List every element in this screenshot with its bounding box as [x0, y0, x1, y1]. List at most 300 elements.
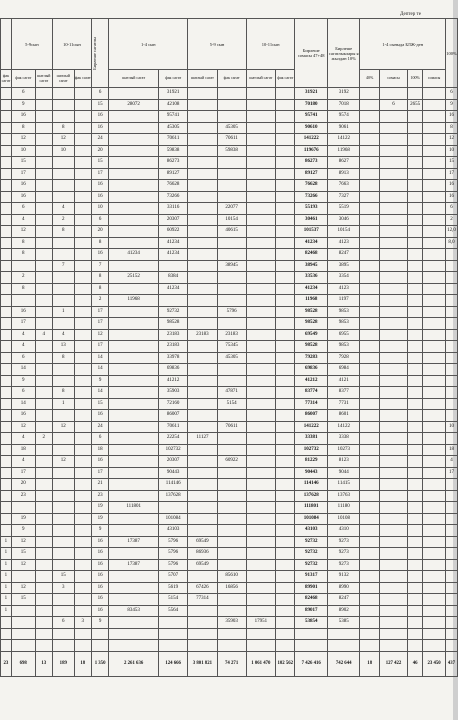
table-cell [360, 203, 379, 215]
table-cell: 3 [74, 617, 91, 629]
table-cell: 5154 [217, 398, 246, 410]
table-cell [74, 490, 91, 502]
table-cell [74, 237, 91, 249]
table-cell [52, 180, 74, 192]
table-cell [52, 525, 74, 537]
table-cell: 7928 [327, 352, 359, 364]
table-cell [408, 525, 423, 537]
table-cell: 7 [52, 260, 74, 272]
table-cell: 35903 [217, 617, 246, 629]
table-cell: 47871 [217, 387, 246, 399]
table-cell [35, 168, 52, 180]
table-cell: 9 [91, 375, 108, 387]
table-cell [109, 122, 159, 134]
table-cell: 4123 [327, 237, 359, 249]
table-cell [11, 640, 35, 652]
table-cell [188, 157, 217, 169]
table-cell: 12 [11, 134, 35, 146]
table-cell [217, 99, 246, 111]
table-cell: 14122 [327, 134, 359, 146]
table-cell [423, 249, 446, 261]
table-cell [74, 467, 91, 479]
table-cell [74, 329, 91, 341]
total-cell: 23 450 [423, 651, 446, 676]
table-cell [275, 617, 295, 629]
table-cell: 41234 [159, 249, 188, 261]
table-cell [246, 341, 275, 353]
table-cell [423, 536, 446, 548]
table-cell [360, 571, 379, 583]
table-cell [109, 306, 159, 318]
table-cell [246, 571, 275, 583]
table-cell [246, 410, 275, 422]
table-cell [1, 272, 12, 284]
table-cell: 4121 [327, 375, 359, 387]
table-cell [275, 226, 295, 238]
table-cell: 89127 [295, 168, 327, 180]
table-cell [217, 272, 246, 284]
table-cell [275, 134, 295, 146]
table-cell [1, 145, 12, 157]
table-cell [35, 318, 52, 330]
table-cell [423, 548, 446, 560]
table-cell [52, 605, 74, 617]
table-cell [109, 191, 159, 203]
table-cell [74, 203, 91, 215]
table-cell [445, 513, 457, 525]
table-cell [275, 525, 295, 537]
table-row [1, 214, 458, 226]
total-cell: 437 [445, 651, 457, 676]
table-cell [423, 283, 446, 295]
table-cell [379, 594, 407, 606]
table-cell: 8601 [327, 410, 359, 422]
table-cell [188, 341, 217, 353]
table-cell [1, 318, 12, 330]
table-cell: 8377 [327, 387, 359, 399]
table-cell [275, 318, 295, 330]
table-cell: 137628 [159, 490, 188, 502]
table-cell [423, 594, 446, 606]
table-cell [360, 295, 379, 307]
table-row [1, 387, 458, 399]
table-cell [1, 456, 12, 468]
table-cell [423, 191, 446, 203]
table-cell [35, 226, 52, 238]
table-cell [360, 191, 379, 203]
table-cell [360, 180, 379, 192]
table-cell: 91317 [295, 571, 327, 583]
table-cell [360, 375, 379, 387]
table-cell [246, 490, 275, 502]
header-combined-47-48: Бирлеше сомасы 47+48 [295, 19, 327, 88]
table-cell: 38945 [295, 260, 327, 272]
table-cell: 6 [52, 617, 74, 629]
table-cell [74, 226, 91, 238]
table-cell [52, 375, 74, 387]
table-cell: 89017 [295, 605, 327, 617]
table-cell [360, 433, 379, 445]
table-cell [423, 421, 446, 433]
table-cell [1, 375, 12, 387]
table-cell: 24 [91, 134, 108, 146]
table-cell [217, 605, 246, 617]
table-cell [188, 479, 217, 491]
table-cell [423, 605, 446, 617]
subheader: фак сагат [275, 70, 295, 88]
table-cell [246, 640, 275, 652]
table-cell [275, 375, 295, 387]
table-cell [1, 433, 12, 445]
total-cell: 23 [1, 651, 12, 676]
table-row [1, 502, 458, 514]
table-cell [379, 111, 407, 123]
table-cell [35, 214, 52, 226]
table-cell [408, 571, 423, 583]
table-cell [1, 99, 12, 111]
table-cell [188, 295, 217, 307]
table-cell: 101084 [295, 513, 327, 525]
table-cell [74, 502, 91, 514]
table-cell [445, 617, 457, 629]
table-cell: 98528 [295, 318, 327, 330]
table-cell [246, 525, 275, 537]
table-cell [379, 88, 407, 100]
table-cell [445, 318, 457, 330]
table-row [1, 456, 458, 468]
table-cell [445, 272, 457, 284]
table-cell [109, 214, 159, 226]
table-cell [109, 318, 159, 330]
table-cell [52, 364, 74, 376]
table-cell [217, 168, 246, 180]
table-cell [188, 502, 217, 514]
table-cell: 45305 [159, 122, 188, 134]
table-cell: 16 [11, 180, 35, 192]
table-cell [423, 226, 446, 238]
table-cell: 14 [11, 364, 35, 376]
table-cell [217, 640, 246, 652]
table-cell [445, 410, 457, 422]
table-cell [217, 536, 246, 548]
table-cell: 4310 [327, 525, 359, 537]
table-cell [74, 88, 91, 100]
table-cell [275, 536, 295, 548]
table-row [1, 249, 458, 261]
table-cell [74, 272, 91, 284]
table-cell: 98528 [295, 341, 327, 353]
table-row [1, 226, 458, 238]
table-cell [217, 433, 246, 445]
table-cell [35, 272, 52, 284]
table-cell [1, 513, 12, 525]
table-cell [408, 548, 423, 560]
table-cell [188, 260, 217, 272]
table-cell: 5619 [159, 582, 188, 594]
table-cell [109, 398, 159, 410]
table-cell: 9 [91, 525, 108, 537]
table-cell [109, 594, 159, 606]
table-cell: 6984 [327, 364, 359, 376]
table-cell: 11415 [327, 479, 359, 491]
table-cell [246, 548, 275, 560]
table-row [1, 168, 458, 180]
table-cell [109, 617, 159, 629]
table-cell: 7663 [327, 180, 359, 192]
table-row [1, 467, 458, 479]
table-cell [109, 571, 159, 583]
table-row [1, 582, 458, 594]
table-cell [1, 640, 12, 652]
table-cell [246, 168, 275, 180]
table-cell: 22077 [217, 203, 246, 215]
table-cell [35, 352, 52, 364]
table-cell [423, 364, 446, 376]
table-cell [379, 548, 407, 560]
table-cell [52, 88, 74, 100]
table-cell [275, 398, 295, 410]
table-cell [423, 214, 446, 226]
table-cell [423, 398, 446, 410]
table-cell: 1 [1, 594, 12, 606]
table-cell [35, 617, 52, 629]
table-cell: 16 [91, 410, 108, 422]
table-cell: 9 [11, 525, 35, 537]
table-cell [445, 525, 457, 537]
table-cell [246, 387, 275, 399]
subheader: шатлый сагат [35, 70, 52, 88]
table-cell [360, 536, 379, 548]
table-cell [360, 594, 379, 606]
table-cell [159, 640, 188, 652]
table-cell [408, 456, 423, 468]
table-cell [275, 456, 295, 468]
table-cell: 4 [11, 456, 35, 468]
subheader: сомасы [379, 70, 407, 88]
table-cell [408, 341, 423, 353]
table-cell: 38945 [217, 260, 246, 272]
table-cell [1, 134, 12, 146]
table-cell: 8 [52, 352, 74, 364]
blank-row [1, 640, 458, 652]
table-cell: 77314 [295, 398, 327, 410]
header-row-2 [1, 70, 458, 88]
table-cell: 16 [91, 122, 108, 134]
table-cell: 70611 [159, 134, 188, 146]
table-cell [408, 364, 423, 376]
table-cell [188, 88, 217, 100]
table-cell [379, 214, 407, 226]
table-cell: 4 [445, 456, 457, 468]
table-cell: 90443 [159, 467, 188, 479]
table-cell [109, 375, 159, 387]
table-row [1, 318, 458, 330]
table-cell: 8 [11, 249, 35, 261]
table-cell: 14 [91, 364, 108, 376]
table-cell [408, 502, 423, 514]
table-cell [217, 283, 246, 295]
table-cell [408, 260, 423, 272]
table-cell [188, 605, 217, 617]
table-cell [408, 444, 423, 456]
table-cell [275, 513, 295, 525]
table-cell [246, 582, 275, 594]
table-cell [35, 467, 52, 479]
table-cell: 77314 [188, 594, 217, 606]
page-top-strip [0, 0, 453, 18]
table-cell: 98528 [159, 318, 188, 330]
total-cell: 18 [74, 651, 91, 676]
table-cell [275, 594, 295, 606]
table-row [1, 375, 458, 387]
table-cell [423, 145, 446, 157]
table-cell [188, 283, 217, 295]
table-cell: 11968 [327, 145, 359, 157]
table-cell [35, 640, 52, 652]
table-cell: 19 [11, 513, 35, 525]
table-cell: 19 [91, 513, 108, 525]
table-cell [74, 456, 91, 468]
table-cell [275, 122, 295, 134]
table-cell: 73266 [159, 191, 188, 203]
table-cell [445, 640, 457, 652]
table-cell: 92732 [295, 548, 327, 560]
table-cell: 8 [11, 122, 35, 134]
table-cell [423, 318, 446, 330]
table-cell [408, 628, 423, 640]
table-cell [52, 640, 74, 652]
table-cell: 33381 [295, 433, 327, 445]
table-cell [379, 433, 407, 445]
table-cell [445, 387, 457, 399]
table-cell: 6 [445, 88, 457, 100]
table-cell [423, 122, 446, 134]
table-cell: 17 [11, 168, 35, 180]
table-cell [188, 180, 217, 192]
table-cell: 15 [11, 594, 35, 606]
table-cell: 6 [379, 99, 407, 111]
table-cell [109, 467, 159, 479]
table-cell [360, 467, 379, 479]
table-cell: 8123 [327, 456, 359, 468]
table-cell [423, 513, 446, 525]
table-cell: 2 [11, 272, 35, 284]
table-cell: 23183 [188, 329, 217, 341]
table-cell [423, 640, 446, 652]
table-cell: 5564 [159, 605, 188, 617]
table-cell: 10 [11, 145, 35, 157]
table-cell [379, 272, 407, 284]
table-cell [35, 157, 52, 169]
table-cell [217, 295, 246, 307]
table-cell: 8913 [327, 168, 359, 180]
table-cell: 20 [91, 145, 108, 157]
table-cell [360, 640, 379, 652]
table-cell [445, 536, 457, 548]
table-cell [35, 88, 52, 100]
table-cell [275, 168, 295, 180]
table-cell: 1197 [327, 295, 359, 307]
table-cell [379, 341, 407, 353]
table-cell [246, 329, 275, 341]
table-cell [379, 444, 407, 456]
table-cell [1, 525, 12, 537]
table-cell [109, 226, 159, 238]
table-row [1, 191, 458, 203]
table-cell [445, 433, 457, 445]
table-cell [275, 180, 295, 192]
table-cell [408, 640, 423, 652]
table-cell: 4123 [327, 283, 359, 295]
table-cell [360, 605, 379, 617]
table-cell [52, 548, 74, 560]
table-cell [246, 421, 275, 433]
table-cell: 1 [52, 306, 74, 318]
table-cell [1, 203, 12, 215]
table-cell: 9853 [327, 306, 359, 318]
table-cell [74, 134, 91, 146]
total-cell: 102 562 [275, 651, 295, 676]
table-cell [246, 272, 275, 284]
table-cell [1, 421, 12, 433]
table-cell [275, 191, 295, 203]
table-cell [52, 502, 74, 514]
table-cell: 31921 [295, 88, 327, 100]
table-cell [408, 536, 423, 548]
table-cell [74, 582, 91, 594]
blank-row [1, 628, 458, 640]
table-cell [109, 479, 159, 491]
header-salary-10-11: 10-11сын [246, 19, 295, 70]
table-cell [188, 525, 217, 537]
table-cell [52, 559, 74, 571]
table-cell [379, 559, 407, 571]
table-row [1, 237, 458, 249]
table-cell [360, 617, 379, 629]
table-cell: 2655 [408, 99, 423, 111]
table-cell [423, 260, 446, 272]
table-cell: 67426 [188, 582, 217, 594]
table-cell [445, 628, 457, 640]
table-cell: 8 [91, 283, 108, 295]
table-cell: 15 [11, 548, 35, 560]
table-cell [52, 513, 74, 525]
table-cell [217, 490, 246, 502]
table-cell: 16 [445, 191, 457, 203]
table-cell: 3192 [327, 88, 359, 100]
table-cell [74, 479, 91, 491]
table-cell: 15 [91, 157, 108, 169]
table-cell [445, 582, 457, 594]
table-cell [423, 559, 446, 571]
table-cell [379, 375, 407, 387]
table-cell: 8990 [327, 582, 359, 594]
table-cell [275, 88, 295, 100]
table-cell: 3046 [327, 214, 359, 226]
table-cell [246, 628, 275, 640]
table-cell [408, 559, 423, 571]
table-cell: 11968 [109, 295, 159, 307]
table-cell [360, 352, 379, 364]
table-cell [217, 364, 246, 376]
table-cell: 76628 [295, 180, 327, 192]
table-cell: 16 [91, 571, 108, 583]
table-cell [275, 352, 295, 364]
table-cell [246, 375, 275, 387]
table-cell [188, 306, 217, 318]
table-row [1, 145, 458, 157]
table-cell [52, 99, 74, 111]
